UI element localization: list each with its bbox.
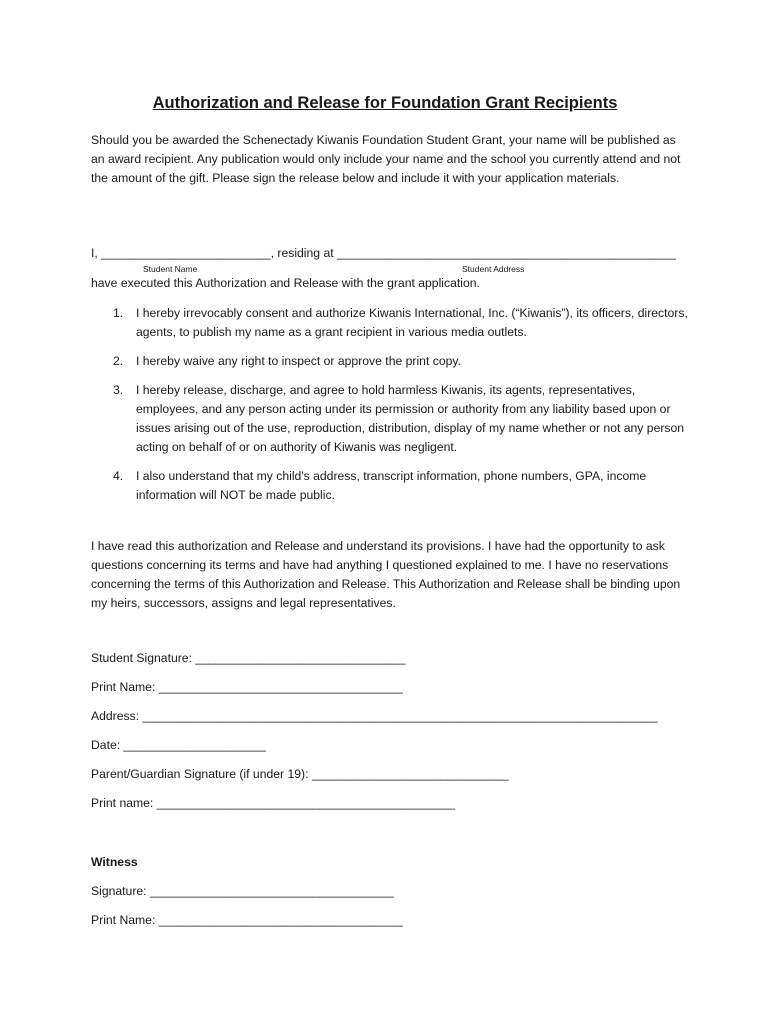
parent-signature-field[interactable]: Parent/Guardian Signature (if under 19): _____________________________	[91, 767, 509, 781]
item-number: 1.	[113, 306, 124, 320]
release-terms-list	[91, 304, 691, 515]
item-text: I hereby waive any right to inspect or approve the print copy.	[136, 354, 461, 368]
acknowledgement-paragraph: I have read this authorization and Release and understand its provisions. I have had the opportunity to ask questions concerning its terms and have had anything I questioned explained to me. I have no reservations concerning the terms of this Authorization and Release. This Authorization and Release shall be binding upon my heirs, successors, assigns and legal representatives.	[91, 539, 681, 610]
item-number: 2.	[113, 354, 124, 368]
name-address-line: I, _________________________, residing at __________________________________________________	[91, 246, 676, 260]
witness-signature-field[interactable]: Signature: ____________________________________	[91, 884, 394, 898]
address-field[interactable]: Address: ____________________________________________________________________________	[91, 709, 658, 723]
item-text: I also understand that my child's address, transcript information, phone numbers, GPA, income information will NOT be made public.	[136, 469, 647, 502]
item-text: I hereby irrevocably consent and authorize Kiwanis International, Inc. (“Kiwanis”), its officers, directors, agents, to publish my name as a grant recipient in various media outlets.	[136, 306, 688, 339]
parent-print-name-field[interactable]: Print name: ____________________________________________	[91, 796, 455, 810]
list-item	[91, 304, 691, 342]
item-number: 3.	[113, 383, 124, 397]
intro-paragraph: Should you be awarded the Schenectady Kiwanis Foundation Student Grant, your name will be published as an award recipient. Any publication would only include your name and the school you currently attend and not the amount of the gift. Please sign the release below and include it with your application materials.	[91, 133, 681, 185]
print-name-field[interactable]: Print Name: ____________________________________	[91, 680, 403, 694]
student-name-caption: Student Name	[143, 264, 198, 274]
witness-print-name-field[interactable]: Print Name: ____________________________________	[91, 913, 403, 927]
executed-line: have executed this Authorization and Release with the grant application.	[91, 276, 480, 290]
witness-heading: Witness	[91, 855, 138, 869]
student-signature-field[interactable]: Student Signature: _______________________________	[91, 651, 406, 665]
list-item	[91, 352, 691, 371]
list-item	[91, 467, 691, 505]
item-number: 4.	[113, 469, 124, 483]
document-title: Authorization and Release for Foundation Grant Recipients	[152, 94, 618, 112]
list-item	[91, 381, 691, 457]
date-field[interactable]: Date: _____________________	[91, 738, 266, 752]
item-text: I hereby release, discharge, and agree to hold harmless Kiwanis, its agents, representatives, employees, and any person acting under its permission or authority from any liability based upon or issues arising out of the use, reproduction, distribution, display of my name whether or not any person acting on behalf of or on authority of Kiwanis was negligent.	[136, 383, 685, 454]
student-address-caption: Student Address	[462, 264, 525, 274]
